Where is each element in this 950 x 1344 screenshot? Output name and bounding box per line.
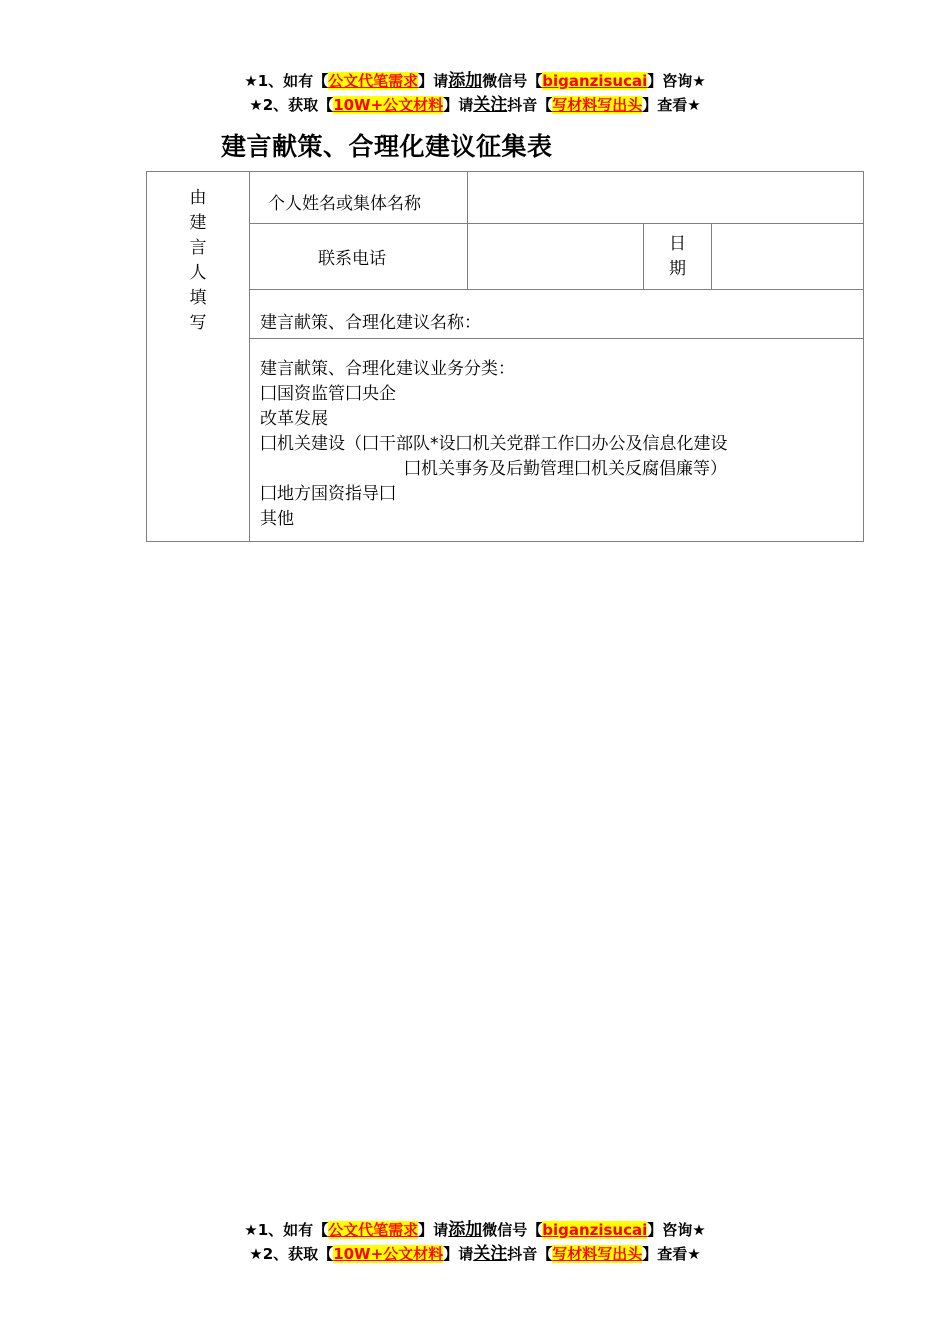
suggestion-name-field[interactable]	[250, 290, 864, 339]
category-field[interactable]	[250, 339, 864, 542]
category-line: 囗国资监管囗央企	[260, 384, 396, 404]
promo-emphasis: 关注	[473, 1244, 508, 1264]
date-input-cell[interactable]	[712, 224, 864, 290]
promo-text: ★1、如有【	[244, 72, 329, 90]
promo-text: ★2、获取【	[249, 96, 334, 114]
promo-text: 】请	[418, 1221, 449, 1239]
promo-text: 】查看★	[642, 96, 701, 114]
side-label: 由 建 言 人 填 写	[189, 188, 207, 333]
promo-text: 微信号【	[482, 72, 543, 90]
promo-emphasis: 添加	[448, 1220, 483, 1240]
douyin-name-highlight: 写材料写出头	[552, 1245, 643, 1263]
category-line: 其他	[260, 509, 294, 529]
promo-highlight: 10W+公文材料	[333, 1245, 444, 1263]
promo-line-1	[0, 1218, 950, 1242]
name-input-cell[interactable]	[468, 172, 864, 224]
phone-label: 联系电话	[250, 224, 468, 290]
promo-text: 】查看★	[642, 1245, 701, 1263]
category-line: 囗机关事务及后勤管理囗机关反腐倡廉等）	[404, 459, 727, 479]
promo-text: 抖音【	[507, 96, 553, 114]
name-label: 个人姓名或集体名称	[250, 172, 468, 224]
wechat-id-highlight: biganzisucai	[542, 1221, 648, 1239]
side-label-cell	[147, 172, 250, 542]
promo-line-1	[0, 69, 950, 93]
category-line: 囗机关建设（囗干部队*设囗机关党群工作囗办公及信息化建设	[260, 434, 728, 454]
promo-text: ★2、获取【	[249, 1245, 334, 1263]
promo-text: 】咨询★	[647, 1221, 706, 1239]
promo-highlight: 公文代笔需求	[328, 1221, 419, 1239]
promo-highlight: 10W+公文材料	[333, 96, 444, 114]
promo-highlight: 公文代笔需求	[328, 72, 419, 90]
suggestion-form-table	[146, 171, 864, 542]
wechat-id-highlight: biganzisucai	[542, 72, 648, 90]
category-line: 囗地方国资指导囗	[260, 484, 396, 504]
promo-banner-bottom	[0, 1218, 950, 1266]
promo-banner-top	[0, 69, 950, 117]
phone-input-cell[interactable]	[468, 224, 644, 290]
promo-text: 】咨询★	[647, 72, 706, 90]
promo-emphasis: 添加	[448, 71, 483, 91]
promo-text: 】请	[443, 1245, 474, 1263]
promo-line-2	[0, 1242, 950, 1266]
category-line: 改革发展	[260, 409, 328, 429]
promo-text: 微信号【	[482, 1221, 543, 1239]
promo-text: 】请	[443, 96, 474, 114]
promo-emphasis: 关注	[473, 95, 508, 115]
promo-text: 】请	[418, 72, 449, 90]
douyin-name-highlight: 写材料写出头	[552, 96, 643, 114]
date-label: 日 期	[644, 224, 712, 290]
suggestion-name-label: 建言献策、合理化建议名称：	[260, 312, 481, 333]
promo-text: ★1、如有【	[244, 1221, 329, 1239]
category-label: 建言献策、合理化建议业务分类：	[260, 359, 515, 379]
promo-line-2	[0, 93, 950, 117]
promo-text: 抖音【	[507, 1245, 553, 1263]
document-title: 建言献策、合理化建议征集表	[221, 132, 553, 161]
